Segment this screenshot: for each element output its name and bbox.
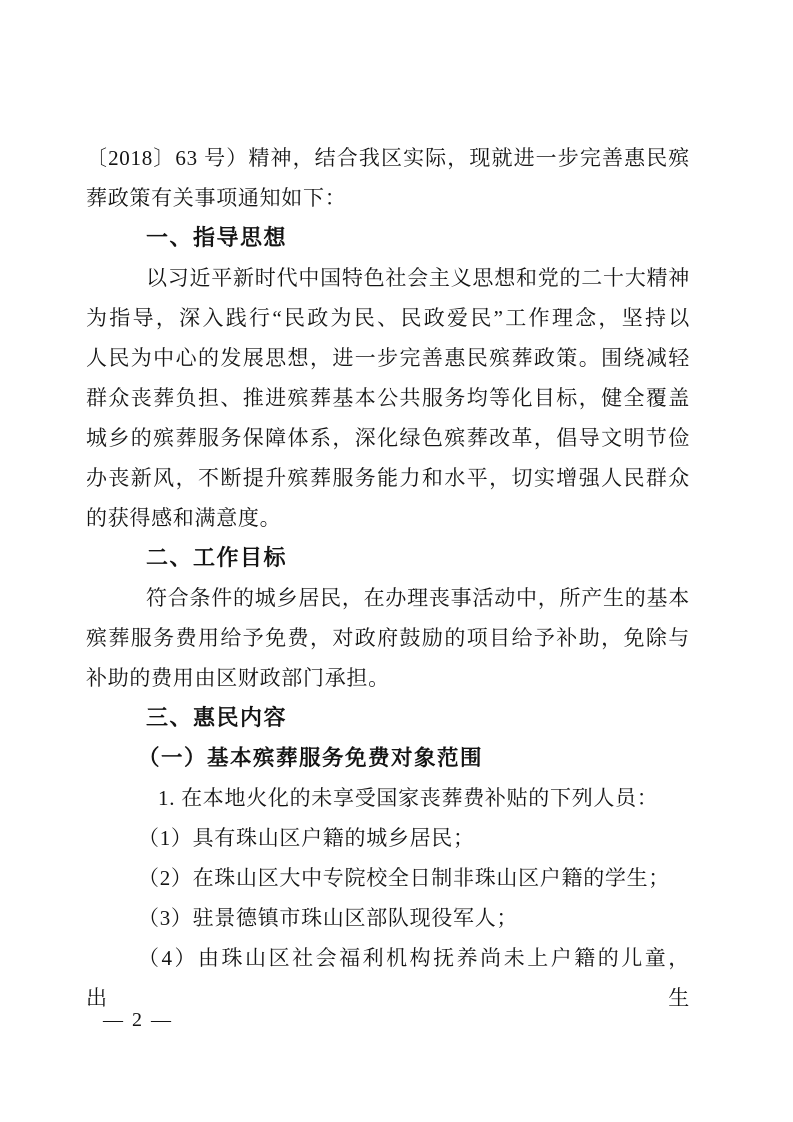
text-line: 〔2018〕63 号）精神，结合我区实际，现就进一步完善惠民殡 [86, 146, 690, 170]
text-line: （1）具有珠山区户籍的城乡居民； [138, 826, 475, 850]
text-line: 群众丧葬负担、推进殡葬基本公共服务均等化目标，健全覆盖 [86, 386, 690, 410]
text-line: （一）基本殡葬服务免费对象范围 [138, 746, 484, 770]
document-body [86, 138, 690, 1010]
text-line: （3）驻景德镇市珠山区部队现役军人； [138, 906, 519, 930]
text-line: 葬政策有关事项通知如下： [86, 186, 347, 210]
text-line: 补助的费用由区财政部门承担。 [86, 666, 390, 690]
text-line: 1. 在本地火化的未享受国家丧葬费补贴的下列人员： [158, 786, 659, 810]
page-number: — 2 — [103, 1009, 173, 1031]
text-line: 以习近平新时代中国特色社会主义思想和党的二十大精神 [146, 266, 690, 290]
text-line: 人民为中心的发展思想，进一步完善惠民殡葬政策。围绕减轻 [86, 346, 690, 370]
text-line: 城乡的殡葬服务保障体系，深化绿色殡葬改革，倡导文明节俭 [86, 426, 690, 450]
text-line: 三、惠民内容 [146, 705, 288, 730]
text-line: 一、指导思想 [146, 225, 288, 250]
text-line: 符合条件的城乡居民，在办理丧事活动中，所产生的基本 [146, 586, 690, 610]
text-line: 二、工作目标 [146, 545, 288, 570]
text-line: 办丧新风，不断提升殡葬服务能力和水平，切实增强人民群众 [86, 466, 690, 490]
text-line: 殡葬服务费用给予免费，对政府鼓励的项目给予补助，免除与 [86, 626, 690, 650]
text-line: （4）由珠山区社会福利机构抚养尚未上户籍的儿童，出生 [86, 946, 690, 1010]
text-line: 的获得感和满意度。 [86, 506, 282, 530]
text-line: （2）在珠山区大中专院校全日制非珠山区户籍的学生； [138, 866, 670, 890]
text-line: 为指导，深入践行“民政为民、民政爱民”工作理念，坚持以 [86, 306, 690, 330]
